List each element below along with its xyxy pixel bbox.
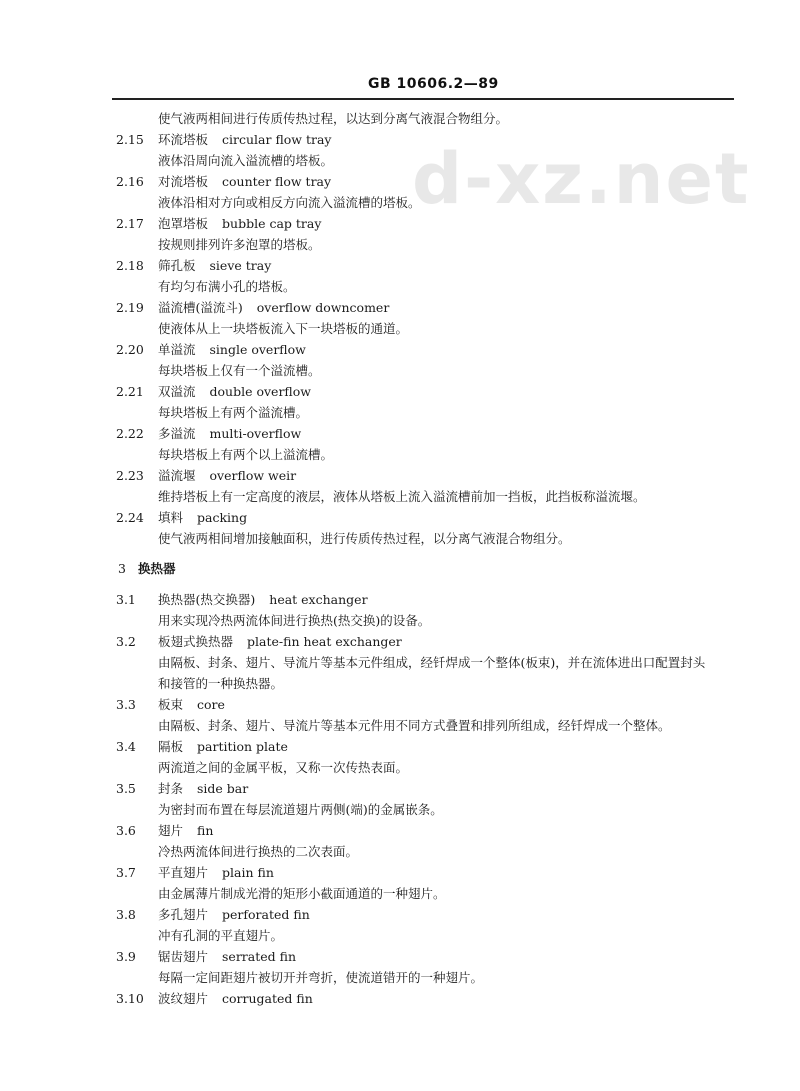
clause-number: 3.4 [116, 739, 136, 754]
definition-text: 使气液两相间增加接触面积，进行传质传热过程，以分离气液混合物组分。 [158, 531, 571, 546]
term-entry [0, 297, 800, 318]
definition-text: 由隔板、封条、翅片、导流片等基本元件用不同方式叠置和排列所组成，经钎焊成一个整体。 [158, 718, 671, 733]
term-names [158, 904, 310, 925]
term-chinese: 溢流槽(溢流斗) [158, 300, 243, 315]
clause-number: 2.19 [116, 300, 144, 315]
term-chinese: 封条 [158, 781, 184, 796]
term-chinese: 换热器(热交换器) [158, 592, 256, 607]
term-names [158, 423, 301, 444]
term-names [158, 694, 225, 715]
term-chinese: 泡罩塔板 [158, 216, 209, 231]
watermark: d-xz.net [412, 138, 751, 220]
term-entry [0, 946, 800, 967]
section-number: 3 [118, 561, 126, 576]
term-entry [0, 423, 800, 444]
term-entry [0, 694, 800, 715]
term-english: packing [197, 510, 248, 525]
clause-number: 2.16 [116, 174, 144, 189]
clause-number: 3.9 [116, 949, 136, 964]
term-chinese: 多孔翅片 [158, 907, 209, 922]
term-chinese: 多溢流 [158, 426, 196, 441]
term-english: sieve tray [209, 258, 272, 273]
definition-text: 两流道之间的金属平板，又称一次传热表面。 [158, 760, 409, 775]
term-english: overflow weir [209, 468, 297, 483]
definition-text: 用来实现冷热两流体间进行换热(热交换)的设备。 [158, 613, 431, 628]
definition-text: 有均匀布满小孔的塔板。 [158, 279, 296, 294]
clause-number: 2.24 [116, 510, 144, 525]
term-names [158, 339, 306, 360]
term-entry [0, 631, 800, 652]
term-english: multi-overflow [209, 426, 302, 441]
term-names [158, 988, 313, 1009]
term-english: bubble cap tray [222, 216, 322, 231]
definition-text: 维持塔板上有一定高度的液层，液体从塔板上流入溢流槽前加一挡板，此挡板称溢流堰。 [158, 489, 646, 504]
term-chinese: 板翅式换热器 [158, 634, 234, 649]
term-names [158, 255, 271, 276]
term-entry [0, 381, 800, 402]
term-names [158, 507, 247, 528]
term-entry [0, 589, 800, 610]
term-chinese: 隔板 [158, 739, 184, 754]
term-names [158, 778, 248, 799]
term-names [158, 736, 288, 757]
section-heading [0, 549, 800, 589]
term-names [158, 381, 311, 402]
term-english: double overflow [209, 384, 311, 399]
term-names [158, 589, 368, 610]
term-english: counter flow tray [222, 174, 332, 189]
term-english: heat exchanger [269, 592, 368, 607]
term-english: single overflow [209, 342, 306, 357]
term-names [158, 171, 331, 192]
term-english: circular flow tray [222, 132, 332, 147]
term-entry [0, 339, 800, 360]
clause-number: 2.21 [116, 384, 144, 399]
term-entry [0, 988, 800, 1009]
term-chinese: 筛孔板 [158, 258, 196, 273]
term-chinese: 双溢流 [158, 384, 196, 399]
term-entry [0, 507, 800, 528]
term-english: fin [197, 823, 214, 838]
clause-number: 3.7 [116, 865, 136, 880]
term-names [158, 946, 296, 967]
definition-text: 冷热两流体间进行换热的二次表面。 [158, 844, 359, 859]
definition-text: 每块塔板上有两个以上溢流槽。 [158, 447, 334, 462]
definition-text: 液体沿周向流入溢流槽的塔板。 [158, 153, 334, 168]
term-chinese: 溢流堰 [158, 468, 196, 483]
term-entry [0, 129, 800, 150]
term-chinese: 波纹翅片 [158, 991, 209, 1006]
term-names [158, 631, 402, 652]
clause-number: 2.20 [116, 342, 144, 357]
definition-text: 液体沿相对方向或相反方向流入溢流槽的塔板。 [158, 195, 421, 210]
term-english: plain fin [222, 865, 274, 880]
clause-number: 2.22 [116, 426, 144, 441]
definition-text: 每隔一定间距翅片被切开并弯折，使流道错开的一种翅片。 [158, 970, 484, 985]
definition-text: 按规则排列许多泡罩的塔板。 [158, 237, 321, 252]
clause-number: 3.6 [116, 823, 136, 838]
clause-number: 3.1 [116, 592, 136, 607]
term-chinese: 板束 [158, 697, 184, 712]
header-rule [112, 98, 734, 100]
term-chinese: 填料 [158, 510, 184, 525]
clause-number: 3.2 [116, 634, 136, 649]
page-header [0, 70, 800, 100]
term-english: corrugated fin [222, 991, 313, 1006]
term-entry [0, 862, 800, 883]
term-names [158, 213, 321, 234]
term-chinese: 翅片 [158, 823, 184, 838]
clause-number: 2.23 [116, 468, 144, 483]
term-english: partition plate [197, 739, 288, 754]
term-chinese: 环流塔板 [158, 132, 209, 147]
section-title: 换热器 [138, 561, 176, 576]
definition-text: 由金属薄片制成光滑的矩形小截面通道的一种翅片。 [158, 886, 446, 901]
document-body [0, 108, 800, 1009]
term-entry [0, 213, 800, 234]
term-entry [0, 820, 800, 841]
term-english: side bar [197, 781, 249, 796]
clause-number: 3.8 [116, 907, 136, 922]
term-names [158, 862, 274, 883]
term-entry [0, 778, 800, 799]
definition-text: 使液体从上一块塔板流入下一块塔板的通道。 [158, 321, 409, 336]
clause-number: 3.5 [116, 781, 136, 796]
term-names [158, 820, 213, 841]
term-entry [0, 255, 800, 276]
clause-number: 3.3 [116, 697, 136, 712]
standard-number: GB 10606.2—89 [368, 76, 499, 92]
term-english: core [197, 697, 225, 712]
term-chinese: 平直翅片 [158, 865, 209, 880]
term-entry [0, 171, 800, 192]
term-chinese: 对流塔板 [158, 174, 209, 189]
definition-text: 冲有孔洞的平直翅片。 [158, 928, 284, 943]
term-names [158, 129, 332, 150]
definition-text: 为密封而布置在每层流道翅片两侧(端)的金属嵌条。 [158, 802, 443, 817]
definition-text: 和接管的一种换热器。 [158, 676, 284, 691]
term-chinese: 锯齿翅片 [158, 949, 209, 964]
term-entry [0, 736, 800, 757]
clause-number: 2.18 [116, 258, 144, 273]
definition-text: 使气液两相间进行传质传热过程，以达到分离气液混合物组分。 [158, 111, 509, 126]
term-english: overflow downcomer [256, 300, 390, 315]
term-english: serrated fin [222, 949, 297, 964]
term-english: plate-fin heat exchanger [247, 634, 402, 649]
definition-text: 由隔板、封条、翅片、导流片等基本元件组成，经钎焊成一个整体(板束)，并在流体进出口配置封头 [158, 655, 706, 670]
clause-number: 2.17 [116, 216, 144, 231]
term-entry [0, 465, 800, 486]
definition-text: 每块塔板上有两个溢流槽。 [158, 405, 309, 420]
clause-number: 2.15 [116, 132, 144, 147]
term-english: perforated fin [222, 907, 310, 922]
clause-number: 3.10 [116, 991, 144, 1006]
term-names [158, 465, 296, 486]
term-names [158, 297, 389, 318]
definition-text: 每块塔板上仅有一个溢流槽。 [158, 363, 321, 378]
term-entry [0, 904, 800, 925]
term-chinese: 单溢流 [158, 342, 196, 357]
